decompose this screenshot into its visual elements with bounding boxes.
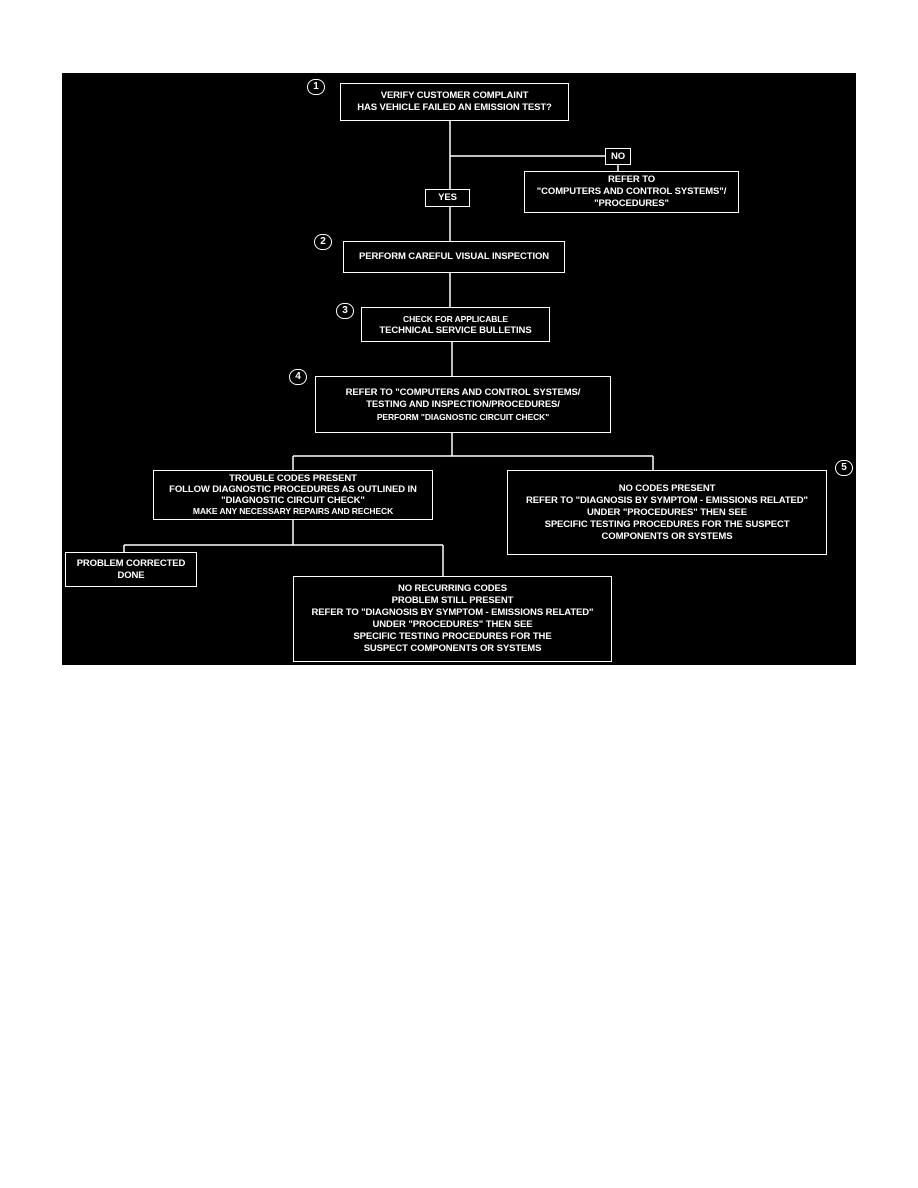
refer-line-2: TESTING AND INSPECTION/PROCEDURES/ bbox=[366, 398, 560, 410]
verify-complaint-box bbox=[340, 83, 569, 121]
refer-line-3: PERFORM "DIAGNOSTIC CIRCUIT CHECK" bbox=[376, 411, 550, 422]
refer-no-line-2: "COMPUTERS AND CONTROL SYSTEMS"/ bbox=[536, 186, 727, 197]
nocodes-line-3: UNDER "PROCEDURES" THEN SEE bbox=[587, 506, 747, 518]
verify-line-1: VERIFY CUSTOMER COMPLAINT bbox=[380, 90, 529, 101]
refer-no-line-3: "PROCEDURES" bbox=[594, 198, 669, 209]
corrected-line-1: PROBLEM CORRECTED bbox=[76, 557, 186, 569]
nocodes-line-1: NO CODES PRESENT bbox=[618, 482, 716, 494]
verify-line-2: HAS VEHICLE FAILED AN EMISSION TEST? bbox=[357, 102, 552, 113]
refer-line-1: REFER TO "COMPUTERS AND CONTROL SYSTEMS/ bbox=[345, 386, 581, 398]
visual-line-1: PERFORM CAREFUL VISUAL INSPECTION bbox=[358, 251, 550, 262]
no-label-box bbox=[605, 148, 631, 165]
step-number-1: 1 bbox=[307, 79, 325, 95]
tsb-line-2: TECHNICAL SERVICE BULLETINS bbox=[379, 324, 532, 336]
step-number-3: 3 bbox=[336, 303, 354, 319]
yes-label-box bbox=[425, 189, 470, 207]
nocodes-line-2: REFER TO "DIAGNOSIS BY SYMPTOM - EMISSIONS RELATED" bbox=[526, 494, 808, 506]
step-number-4: 4 bbox=[289, 369, 307, 385]
no-codes-box bbox=[507, 470, 827, 555]
nocodes-line-5: COMPONENTS OR SYSTEMS bbox=[601, 530, 733, 542]
refer-no-line-1: REFER TO bbox=[607, 174, 656, 185]
refer-no-box bbox=[524, 171, 739, 213]
trouble-codes-box bbox=[153, 470, 433, 520]
problem-corrected-box bbox=[65, 552, 197, 587]
nocodes-line-4: SPECIFIC TESTING PROCEDURES FOR THE SUSPECT bbox=[544, 518, 790, 530]
tsb-line-1: CHECK FOR APPLICABLE bbox=[403, 313, 508, 324]
recurring-line-5: SPECIFIC TESTING PROCEDURES FOR THE bbox=[353, 631, 552, 642]
recurring-line-3: REFER TO "DIAGNOSIS BY SYMPTOM - EMISSIONS RELATED" bbox=[311, 607, 594, 618]
step-number-2: 2 bbox=[314, 234, 332, 250]
refer-control-systems-box bbox=[315, 376, 611, 433]
yes-label: YES bbox=[438, 192, 457, 203]
codes-line-2: FOLLOW DIAGNOSTIC PROCEDURES AS OUTLINED IN bbox=[169, 484, 417, 495]
emission-diagnosis-flowchart bbox=[62, 73, 856, 665]
codes-line-4: MAKE ANY NECESSARY REPAIRS AND RECHECK bbox=[192, 506, 394, 516]
visual-inspection-box bbox=[343, 241, 565, 273]
no-label: NO bbox=[610, 150, 626, 162]
no-recurring-codes-box bbox=[293, 576, 612, 662]
codes-line-3: "DIAGNOSTIC CIRCUIT CHECK" bbox=[221, 495, 365, 506]
step-number-5: 5 bbox=[835, 460, 853, 476]
codes-line-1: TROUBLE CODES PRESENT bbox=[229, 473, 357, 484]
recurring-line-4: UNDER "PROCEDURES" THEN SEE bbox=[372, 619, 533, 630]
tsb-check-box bbox=[361, 307, 550, 342]
recurring-line-6: SUSPECT COMPONENTS OR SYSTEMS bbox=[363, 643, 542, 654]
corrected-line-2: DONE bbox=[117, 569, 145, 581]
recurring-line-2: PROBLEM STILL PRESENT bbox=[391, 595, 514, 606]
recurring-line-1: NO RECURRING CODES bbox=[397, 583, 508, 594]
